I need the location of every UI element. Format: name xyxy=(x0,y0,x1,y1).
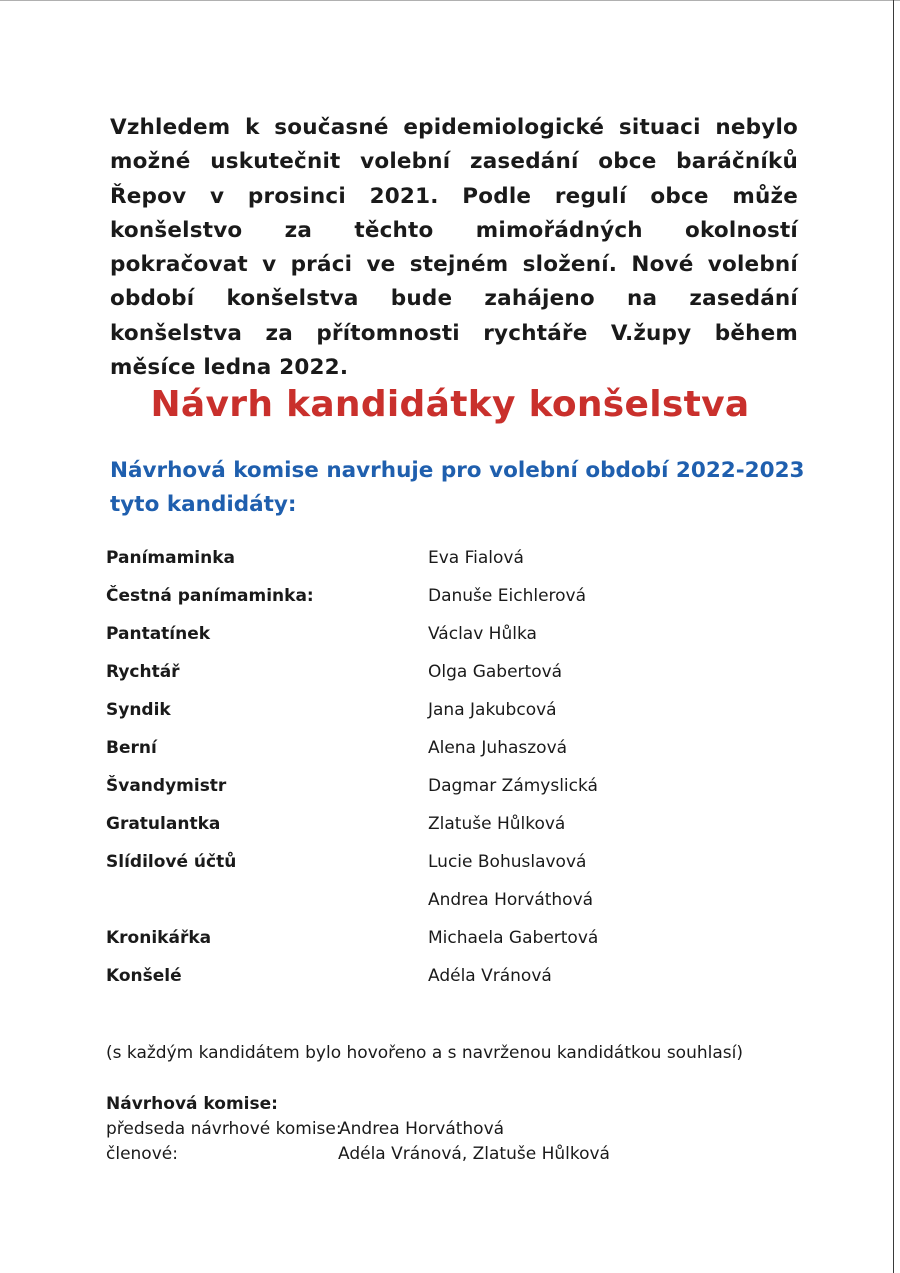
candidate-row xyxy=(0,890,900,920)
candidate-name: Jana Jakubcová xyxy=(428,700,557,720)
page-top-edge xyxy=(0,0,900,1)
consent-note: (s každým kandidátem bylo hovořeno a s navrženou kandidátkou souhlasí) xyxy=(106,1043,743,1063)
document-title: Návrh kandidátky konšelstva xyxy=(150,384,750,425)
committee-members-line xyxy=(106,1144,610,1164)
candidate-role: Panímaminka xyxy=(106,548,236,568)
candidate-row xyxy=(0,662,900,692)
committee-members-names: Adéla Vránová, Zlatuše Hůlková xyxy=(338,1144,610,1164)
candidate-role: Slídilové účtů xyxy=(106,852,237,872)
candidate-role: Rychtář xyxy=(106,662,180,682)
candidate-name: Zlatuše Hůlková xyxy=(428,814,566,834)
candidate-role: Berní xyxy=(106,738,157,758)
candidate-name: Dagmar Zámyslická xyxy=(428,776,598,796)
candidate-row xyxy=(0,852,900,882)
committee-members-label: členové: xyxy=(106,1144,178,1164)
candidate-row xyxy=(0,738,900,768)
committee-chair-label: předseda návrhové komise: xyxy=(106,1119,342,1139)
candidate-name: Danuše Eichlerová xyxy=(428,586,587,606)
candidate-name: Lucie Bohuslavová xyxy=(428,852,587,872)
candidate-role: Švandymistr xyxy=(106,776,227,796)
candidate-name: Eva Fialová xyxy=(428,548,524,568)
document-subtitle: Návrhová komise navrhuje pro volební období 2022-2023 tyto kandidáty: xyxy=(110,458,805,517)
candidate-row xyxy=(0,814,900,844)
candidate-row xyxy=(0,700,900,730)
candidate-role: Gratulantka xyxy=(106,814,221,834)
candidate-row xyxy=(0,776,900,806)
candidate-name: Václav Hůlka xyxy=(428,624,537,644)
committee-heading: Návrhová komise: xyxy=(106,1094,278,1114)
candidate-row xyxy=(0,928,900,958)
candidate-name: Andrea Horváthová xyxy=(428,890,594,910)
candidate-name: Olga Gabertová xyxy=(428,662,563,682)
candidate-role: Pantatínek xyxy=(106,624,211,644)
candidate-name: Michaela Gabertová xyxy=(428,928,599,948)
committee-chair-name: Andrea Horváthová xyxy=(339,1119,505,1139)
candidate-role: Syndik xyxy=(106,700,171,720)
candidate-name: Alena Juhaszová xyxy=(428,738,568,758)
candidate-role: Konšelé xyxy=(106,966,182,986)
candidate-role: Kronikářka xyxy=(106,928,212,948)
candidate-name: Adéla Vránová xyxy=(428,966,552,986)
candidate-row xyxy=(0,624,900,654)
candidate-row xyxy=(0,966,900,996)
committee-chair-line xyxy=(106,1119,505,1139)
candidate-row xyxy=(0,586,900,616)
candidate-role: Čestná panímaminka: xyxy=(106,586,314,606)
candidate-row xyxy=(0,548,900,578)
intro-paragraph: Vzhledem k současné epidemiologické situaci nebylo možné uskutečnit volební zasedání obce baráčníků Řepov v prosinci 2021. Podle regulí obce může konšelstvo za těchto mimořádných okolností pokračovat v práci ve stejném složení. Nové volební období konšelstva bude zahájeno na zasedání konšelstva za přítomnosti rychtáře V.župy během měsíce ledna 2022. xyxy=(110,115,798,381)
